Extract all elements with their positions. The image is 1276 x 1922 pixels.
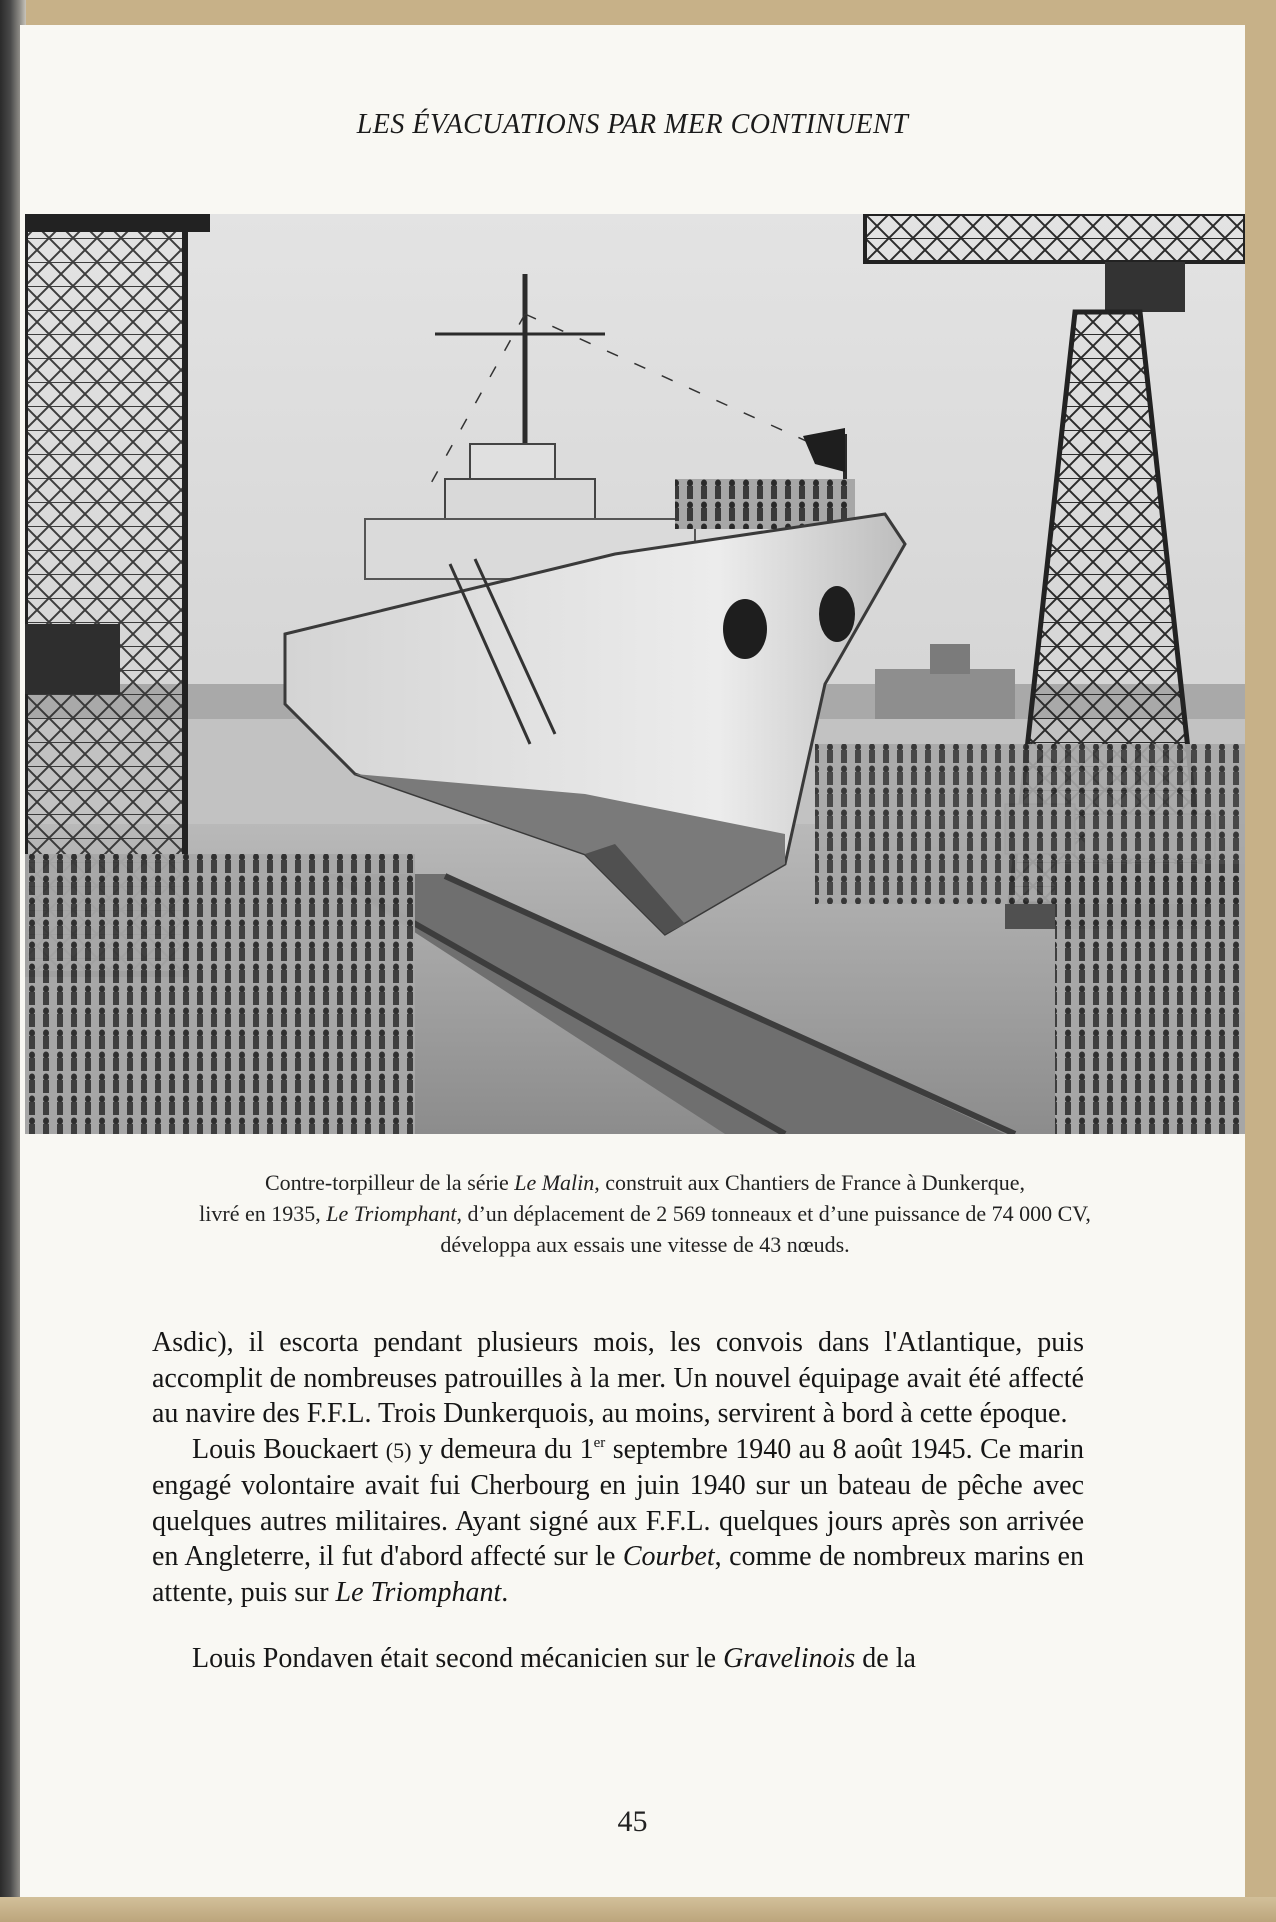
ship-name-italic: Le Triomphant [335, 1576, 502, 1608]
paragraph-text: de la [855, 1643, 916, 1674]
paragraph-text: , comme de nombreux marins en attente, puis sur [152, 1541, 1084, 1608]
photo-caption [120, 1167, 1170, 1260]
paragraph-text: septembre 1940 au 8 août 1945. Ce marin engagé volontaire avait fui Cherbourg en juin 1940 sur un bateau de pêche avec quelques autres militaires. Ayant signé aux F.F.L. quelques jours après son arrivée en Angleterre, il fut d'abord affecté sur le [152, 1433, 1084, 1572]
running-head: LES ÉVACUATIONS PAR MER CONTINUENT [356, 109, 909, 140]
paragraph-text: Louis Bouckaert [192, 1433, 386, 1465]
ship-launch-illustration [25, 214, 1245, 1134]
book-page [20, 25, 1245, 1897]
caption-text: livré en 1935, [199, 1201, 327, 1226]
page-bottom-edge [0, 1897, 1276, 1922]
caption-text: Contre-torpilleur de la série [264, 1170, 515, 1195]
caption-text: , d’un déplacement de 2 569 tonneaux et d’une puissance de 74 000 CV, [456, 1201, 1091, 1226]
caption-line-1 [120, 1167, 1170, 1198]
paragraph-text: y demeura du 1 [411, 1433, 594, 1465]
caption-line-2 [120, 1198, 1170, 1229]
ship-name-italic: Gravelinois [723, 1643, 856, 1674]
caption-line-3: développa aux essais une vitesse de 43 nœuds. [440, 1232, 850, 1257]
caption-italic: Le Malin [514, 1170, 595, 1195]
ship-name-italic: Courbet [622, 1541, 715, 1572]
paragraph-3 [152, 1641, 1084, 1677]
paragraph-text: . [501, 1576, 509, 1608]
paragraph-text: Louis Pondaven était second mécanicien sur le [192, 1643, 724, 1674]
caption-text: , construit aux Chantiers de France à Dunkerque, [594, 1170, 1025, 1195]
ship-launch-photograph [25, 214, 1245, 1134]
page-number: 45 [617, 1805, 648, 1838]
ordinal-superscript: er [593, 1434, 606, 1451]
footnote-reference: (5) [385, 1437, 412, 1463]
paragraph-2 [152, 1432, 1084, 1611]
caption-italic: Le Triomphant [326, 1201, 457, 1226]
paragraph-1: Asdic), il escorta pendant plusieurs mois, les convois dans l'Atlantique, puis accomplit de nombreuses patrouilles à la mer. Un nouvel équipage avait été affecté au navire des F.F.L. Trois Dunkerquois, au moins, servirent à bord à cette époque. [152, 1327, 1084, 1429]
body-text [152, 1325, 1084, 1677]
